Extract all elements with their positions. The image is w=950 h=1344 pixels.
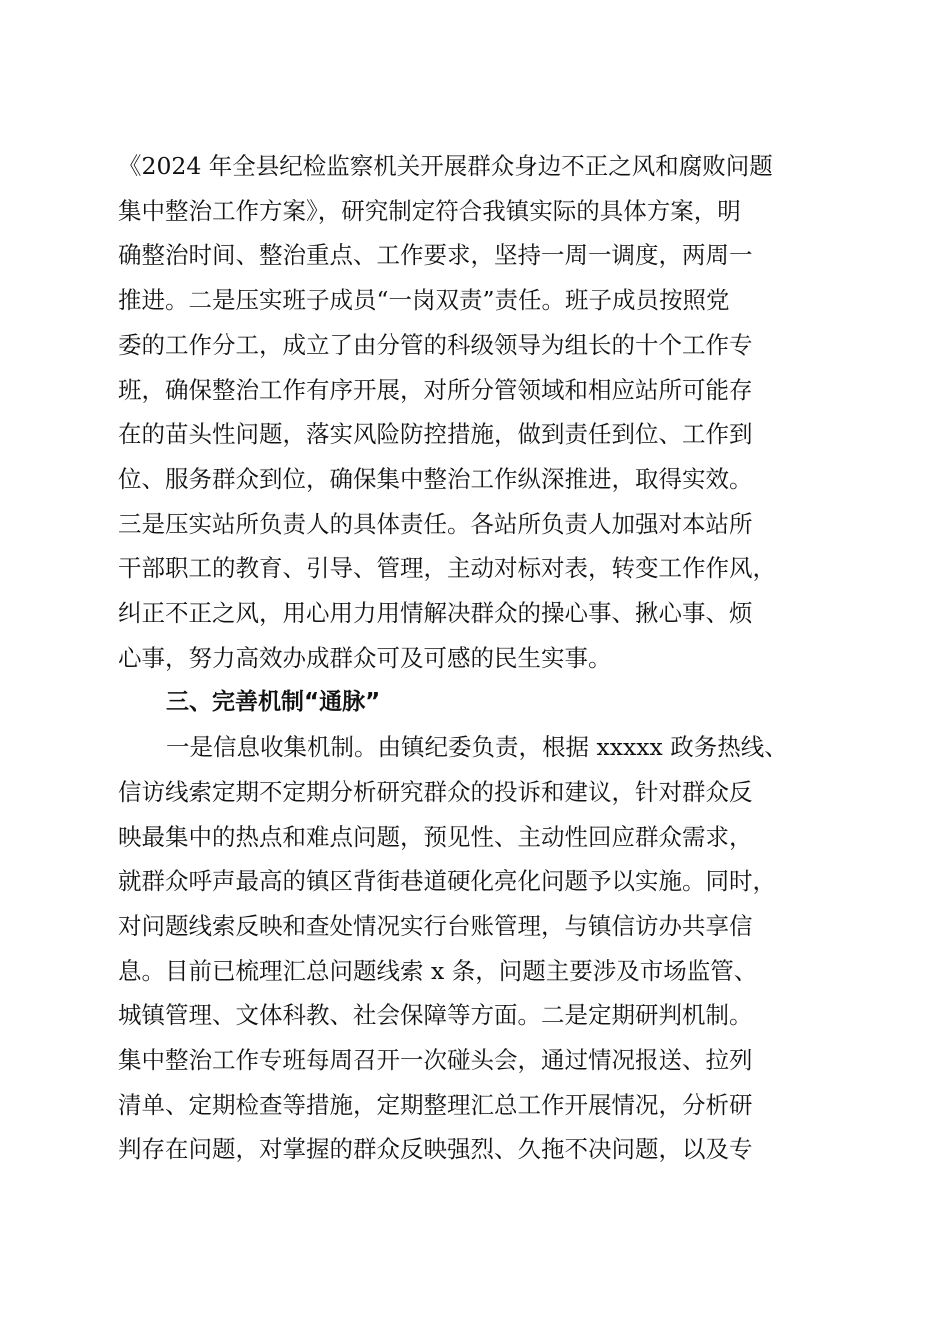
paragraph-line: 干部职工的教育、引导、管理，主动对标对表，转变工作作风， (118, 554, 776, 583)
paragraph-line: 《2024 年全县纪检监察机关开展群众身边不正之风和腐败问题 (118, 152, 773, 180)
paragraph-line: 确整治时间、整治重点、工作要求，坚持一周一调度，两周一 (118, 241, 753, 270)
paragraph-line: 三是压实站所负责人的具体责任。各站所负责人加强对本站所 (118, 509, 753, 538)
paragraph-line: 在的苗头性问题，落实风险防控措施，做到责任到位、工作到 (118, 420, 753, 449)
paragraph-line: 集中整治工作专班每周召开一次碰头会，通过情况报送、拉列 (118, 1046, 753, 1074)
paragraph-line: 纠正不正之风，用心用力用情解决群众的操心事、揪心事、烦 (118, 599, 753, 627)
paragraph-line: 心事，努力高效办成群众可及可感的民生实事。 (118, 643, 612, 672)
paragraph-line: 班，确保整治工作有序开展，对所分管领域和相应站所可能存 (118, 375, 753, 404)
paragraph-line: 清单、定期检查等措施，定期整理汇总工作开展情况，分析研 (118, 1090, 753, 1119)
section-heading: 三、完善机制“通脉” (166, 689, 381, 716)
paragraph-line: 集中整治工作方案》，研究制定符合我镇实际的具体方案，明 (118, 196, 741, 225)
paragraph-line: 信访线索定期不定期分析研究群众的投诉和建议，针对群众反 (118, 777, 753, 806)
paragraph-line: 息。目前已梳理汇总问题线索 x 条，问题主要涉及市场监管、 (118, 956, 758, 985)
paragraph-line: 委的工作分工，成立了由分管的科级领导为组长的十个工作专 (118, 330, 753, 359)
paragraph-line: 映最集中的热点和难点问题，预见性、主动性回应群众需求， (118, 822, 753, 851)
paragraph-line: 城镇管理、文体科教、社会保障等方面。二是定期研判机制。 (118, 1001, 753, 1030)
paragraph-line: 一是信息收集机制。由镇纪委负责，根据 xxxxx 政务热线、 (166, 733, 788, 762)
paragraph-line: 推进。二是压实班子成员“一岗双责”责任。班子成员按照党 (118, 286, 730, 315)
paragraph-line: 对问题线索反映和查处情况实行台账管理，与镇信访办共享信 (118, 911, 753, 940)
paragraph-line: 就群众呼声最高的镇区背街巷道硬化亮化问题予以实施。同时， (118, 867, 776, 896)
paragraph-line: 位、服务群众到位，确保集中整治工作纵深推进，取得实效。 (118, 464, 753, 493)
paragraph-line: 判存在问题，对掌握的群众反映强烈、久拖不决问题，以及专 (118, 1135, 753, 1164)
